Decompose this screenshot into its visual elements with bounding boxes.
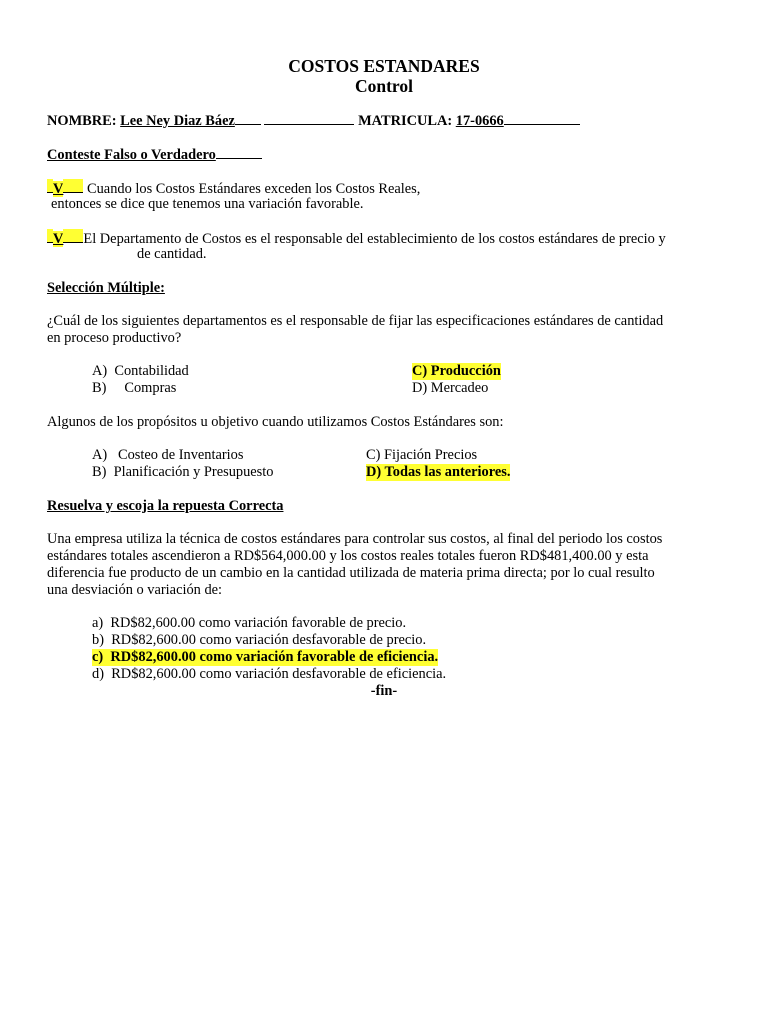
- name-blank-2: [264, 111, 354, 125]
- q2-option-a: A) Costeo de Inventarios: [92, 447, 244, 463]
- document-title: COSTOS ESTANDARES: [288, 56, 480, 76]
- problem-text-line2: estándares totales ascendieron a RD$564,000.00 y los costos reales totales fueron RD$481,400.00 y esta: [47, 548, 649, 564]
- document-subtitle: Control: [354, 76, 413, 96]
- q2-text: Algunos de los propósitos u objetivo cuando utilizamos Costos Estándares son:: [47, 414, 504, 430]
- problem-heading: Resuelva y escoja la repuesta Correcta: [47, 498, 284, 514]
- problem-text-line4: una desviación o variación de:: [47, 582, 223, 598]
- problem-text-line3: diferencia fue producto de un cambio en la cantidad utilizada de materia prima directa; por lo cual resulto: [47, 565, 655, 581]
- multiple-choice-heading: Selección Múltiple:: [47, 280, 165, 296]
- end-marker: -fin-: [370, 683, 398, 699]
- matricula-label: MATRICULA:: [358, 113, 453, 129]
- tf-statement-2-line1: El Departamento de Costos es el responsable del establecimiento de los costos estándares de precio y: [83, 231, 666, 247]
- q2-option-d-selected: D) Todas las anteriores.: [366, 464, 511, 480]
- q1-text-line1: ¿Cuál de los siguientes departamentos es el responsable de fijar las especificaciones estándares de cantidad: [47, 313, 664, 329]
- name-value: Lee Ney Diaz Báez: [120, 113, 235, 129]
- problem-option-d: d) RD$82,600.00 como variación desfavorable de eficiencia.: [92, 666, 447, 682]
- name-blank-1: [235, 111, 261, 125]
- problem-option-b: b) RD$82,600.00 como variación desfavorable de precio.: [92, 632, 427, 648]
- student-line: [47, 111, 580, 130]
- matricula-value: 17-0666: [455, 113, 504, 129]
- q1-text-line2: en proceso productivo?: [47, 330, 182, 346]
- problem-text-line1: Una empresa utiliza la técnica de costos estándares para controlar sus costos, al final del periodo los costos: [47, 531, 663, 547]
- problem-option-a: a) RD$82,600.00 como variación favorable de precio.: [92, 615, 407, 631]
- q1-option-a: A) Contabilidad: [92, 363, 189, 379]
- tf-statement-1-line1: Cuando los Costos Estándares exceden los Costos Reales,: [87, 181, 421, 197]
- q1-option-b: B) Compras: [92, 380, 177, 396]
- tf-statement-2-line2: de cantidad.: [137, 246, 207, 262]
- true-false-heading: Conteste Falso o Verdadero: [47, 145, 262, 164]
- q1-option-c-selected: C) Producción: [412, 363, 501, 379]
- tf-answer-2: V: [53, 231, 64, 247]
- problem-option-c-selected: c) RD$82,600.00 como variación favorable de eficiencia.: [92, 649, 439, 665]
- tf-statement-1-line2: entonces se dice que tenemos una variación favorable.: [51, 196, 364, 212]
- q2-option-c: C) Fijación Precios: [366, 447, 478, 463]
- name-label: NOMBRE:: [47, 113, 117, 129]
- q1-option-d: D) Mercadeo: [412, 380, 489, 396]
- tf-answer-1: V: [53, 181, 64, 197]
- matricula-blank: [504, 111, 580, 125]
- q2-option-b: B) Planificación y Presupuesto: [92, 464, 274, 480]
